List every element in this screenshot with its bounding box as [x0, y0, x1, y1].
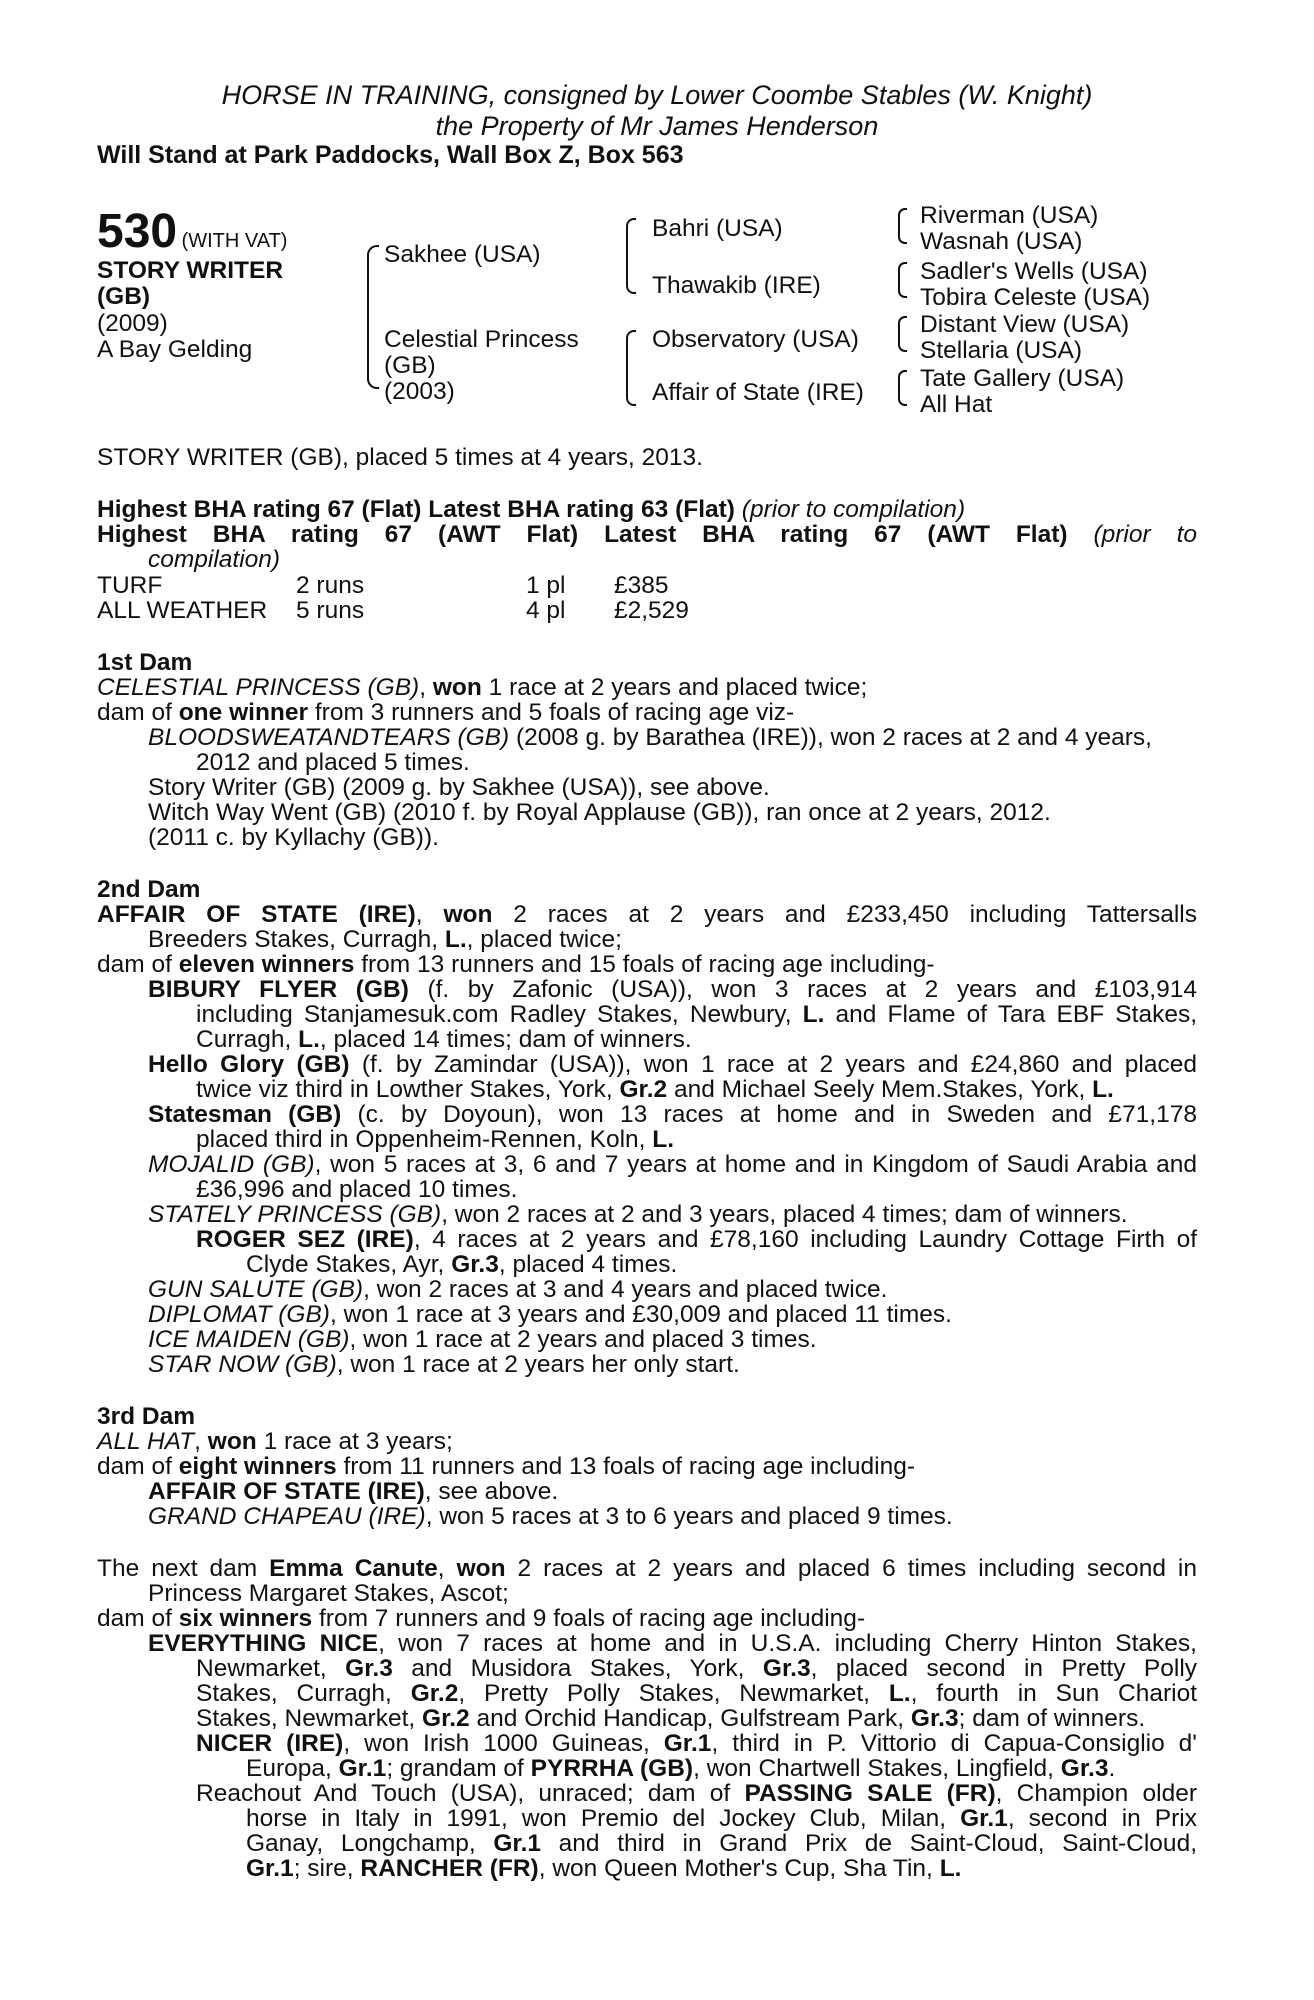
second-dam-line: Breeders Stakes, Curragh, L., placed twice; [148, 926, 622, 953]
race-summary: STORY WRITER (GB), placed 5 times at 4 years, 2013. [97, 444, 703, 471]
pedigree-brace-sire [626, 218, 636, 294]
pedigree-dam-line2: (GB) [384, 352, 436, 379]
pedigree-dds: Tate Gallery (USA) [920, 365, 1125, 392]
second-dam-line: DIPLOMAT (GB), won 1 race at 3 years and £30,009 and placed 11 times. [148, 1301, 952, 1328]
rating-awt-note: (prior to [1093, 521, 1197, 548]
first-dam-line: BLOODSWEATANDTEARS (GB) (2008 g. by Barathea (IRE)), won 2 races at 2 and 4 years, [148, 724, 1152, 751]
second-dam-line: placed third in Oppenheim-Rennen, Koln, L. [196, 1126, 675, 1153]
pedigree-sire-sire: Bahri (USA) [652, 215, 783, 242]
horse-year: (2009) [97, 310, 168, 337]
pedigree-sire-dam: Thawakib (IRE) [652, 272, 821, 299]
consignor-line: HORSE IN TRAINING, consigned by Lower Coombe Stables (W. Knight) [221, 80, 1093, 110]
record-prize: £385 [614, 572, 669, 599]
second-dam-line: Hello Glory (GB) (f. by Zamindar (USA)), won 1 race at 2 years and £24,860 and placed [148, 1051, 1197, 1078]
next-dam-line: NICER (IRE), won Irish 1000 Guineas, Gr.1, third in P. Vittorio di Capua-Consiglio d' [196, 1730, 1197, 1757]
third-dam-heading: 3rd Dam [97, 1403, 196, 1430]
next-dam-line: EVERYTHING NICE, won 7 races at home and in U.S.A. including Cherry Hinton Stakes, [148, 1630, 1197, 1657]
next-dam-line: Stakes, Newmarket, Gr.2 and Orchid Handicap, Gulfstream Park, Gr.3; dam of winners. [196, 1705, 1146, 1732]
next-dam-line: Reachout And Touch (USA), unraced; dam of PASSING SALE (FR), Champion older [196, 1780, 1197, 1807]
horse-origin: (GB) [97, 283, 151, 310]
pedigree-brace-dd [898, 370, 907, 406]
pedigree-brace-main [367, 245, 379, 389]
horse-name: STORY WRITER [97, 257, 284, 284]
second-dam-heading: 2nd Dam [97, 876, 201, 903]
second-dam-line: GUN SALUTE (GB), won 2 races at 3 and 4 years and placed twice. [148, 1276, 888, 1303]
first-dam-line: dam of one winner from 3 runners and 5 foals of racing age viz- [97, 699, 795, 726]
vat-label: (WITH VAT) [181, 230, 288, 252]
next-dam-line: The next dam Emma Canute, won 2 races at 2 years and placed 6 times including second in [97, 1555, 1198, 1582]
record-placed: 1 pl [526, 572, 566, 599]
third-dam-line: ALL HAT, won 1 race at 3 years; [97, 1428, 453, 1455]
rating-awt [97, 522, 1197, 547]
rating-flat-text: Highest BHA rating 67 (Flat) Latest BHA rating 63 (Flat) [97, 496, 735, 523]
pedigree-sss: Riverman (USA) [920, 202, 1099, 229]
second-dam-line: STATELY PRINCESS (GB), won 2 races at 2 and 3 years, placed 4 times; dam of winners. [148, 1201, 1128, 1228]
third-dam-line: AFFAIR OF STATE (IRE), see above. [148, 1478, 559, 1505]
second-dam-line: MOJALID (GB), won 5 races at 3, 6 and 7 years at home and in Kingdom of Saudi Arabia and [148, 1151, 1197, 1178]
pedigree-sds: Sadler's Wells (USA) [920, 258, 1148, 285]
second-dam-line: ROGER SEZ (IRE), 4 races at 2 years and £78,160 including Laundry Cottage Firth of [196, 1226, 1198, 1253]
horse-description: A Bay Gelding [97, 336, 253, 363]
record-placed: 4 pl [526, 597, 566, 624]
property-line: the Property of Mr James Henderson [435, 111, 879, 141]
second-dam-line: ICE MAIDEN (GB), won 1 race at 2 years and placed 3 times. [148, 1326, 817, 1353]
record-runs: 5 runs [296, 597, 365, 624]
next-dam-line: Princess Margaret Stakes, Ascot; [148, 1580, 509, 1607]
record-surface: TURF [97, 572, 163, 599]
third-dam-line: dam of eight winners from 11 runners and 13 foals of racing age including- [97, 1453, 915, 1480]
rating-flat [97, 497, 965, 522]
second-dam-line: including Stanjamesuk.com Radley Stakes, Newbury, L. and Flame of Tara EBF Stakes, [196, 1001, 1197, 1028]
second-dam-line: Statesman (GB) (c. by Doyoun), won 13 races at home and in Sweden and £71,178 [148, 1101, 1197, 1128]
record-surface: ALL WEATHER [97, 597, 268, 624]
second-dam-line: Curragh, L., placed 14 times; dam of winners. [196, 1026, 692, 1053]
next-dam-line: Newmarket, Gr.3 and Musidora Stakes, York, Gr.3, placed second in Pretty Polly [196, 1655, 1198, 1682]
first-dam-line: Witch Way Went (GB) (2010 f. by Royal Applause (GB)), ran once at 2 years, 2012. [148, 799, 1051, 826]
next-dam-line: dam of six winners from 7 runners and 9 foals of racing age including- [97, 1605, 866, 1632]
pedigree-dam-dam: Affair of State (IRE) [652, 379, 864, 406]
second-dam-line: STAR NOW (GB), won 1 race at 2 years her only start. [148, 1351, 740, 1378]
pedigree-ddd: All Hat [920, 391, 993, 418]
pedigree-dss: Distant View (USA) [920, 311, 1130, 338]
second-dam-line: Clyde Stakes, Ayr, Gr.3, placed 4 times. [246, 1251, 678, 1278]
record-runs: 2 runs [296, 572, 365, 599]
first-dam-line: CELESTIAL PRINCESS (GB), won 1 race at 2 years and placed twice; [97, 674, 868, 701]
next-dam-line: Europa, Gr.1; grandam of PYRRHA (GB), won Chartwell Stakes, Lingfield, Gr.3. [246, 1755, 1116, 1782]
lot-number: 530 [97, 205, 178, 258]
pedigree-dam-line3: (2003) [384, 378, 455, 405]
first-dam-heading: 1st Dam [97, 649, 193, 676]
pedigree-brace-ss [898, 208, 907, 244]
first-dam-line: Story Writer (GB) (2009 g. by Sakhee (USA)), see above. [148, 774, 770, 801]
second-dam-line: BIBURY FLYER (GB) (f. by Zafonic (USA)), won 3 races at 2 years and £103,914 [148, 976, 1197, 1003]
pedigree-sdd: Tobira Celeste (USA) [920, 284, 1151, 311]
pedigree-ssd: Wasnah (USA) [920, 228, 1083, 255]
pedigree-brace-dam [626, 330, 636, 406]
next-dam-line: Gr.1; sire, RANCHER (FR), won Queen Mother's Cup, Sha Tin, L. [246, 1855, 962, 1882]
pedigree-dam-sire: Observatory (USA) [652, 326, 859, 353]
second-dam-line: £36,996 and placed 10 times. [196, 1176, 518, 1203]
first-dam-line: 2012 and placed 5 times. [196, 749, 470, 776]
next-dam-line: Ganay, Longchamp, Gr.1 and third in Grand Prix de Saint-Cloud, Saint-Cloud, [246, 1830, 1197, 1857]
second-dam-line: dam of eleven winners from 13 runners and 15 foals of racing age including- [97, 951, 935, 978]
next-dam-line: horse in Italy in 1991, won Premio del Jockey Club, Milan, Gr.1, second in Prix [246, 1805, 1197, 1832]
second-dam-line: twice viz third in Lowther Stakes, York, Gr.2 and Michael Seely Mem.Stakes, York, L. [196, 1076, 1114, 1103]
pedigree-brace-sd [898, 262, 907, 298]
next-dam-line: Stakes, Curragh, Gr.2, Pretty Polly Stakes, Newmarket, L., fourth in Sun Chariot [196, 1680, 1197, 1707]
third-dam-line: GRAND CHAPEAU (IRE), won 5 races at 3 to 6 years and placed 9 times. [148, 1503, 953, 1530]
pedigree-dsd: Stellaria (USA) [920, 337, 1083, 364]
rating-awt-note-cont: compilation) [148, 546, 281, 573]
second-dam-line: AFFAIR OF STATE (IRE), won 2 races at 2 years and £233,450 including Tattersalls [97, 901, 1197, 928]
record-prize: £2,529 [614, 597, 689, 624]
rating-flat-note: (prior to compilation) [741, 496, 966, 523]
first-dam-line: (2011 c. by Kyllachy (GB)). [148, 824, 439, 851]
rating-awt-text: Highest BHA rating 67 (AWT Flat) Latest BHA rating 67 (AWT Flat) [97, 521, 1068, 548]
pedigree-dam-line1: Celestial Princess [384, 326, 579, 353]
pedigree-brace-ds [898, 316, 907, 352]
pedigree-sire: Sakhee (USA) [384, 241, 541, 268]
lot-heading [97, 205, 288, 258]
location-line: Will Stand at Park Paddocks, Wall Box Z, Box 563 [97, 141, 684, 169]
